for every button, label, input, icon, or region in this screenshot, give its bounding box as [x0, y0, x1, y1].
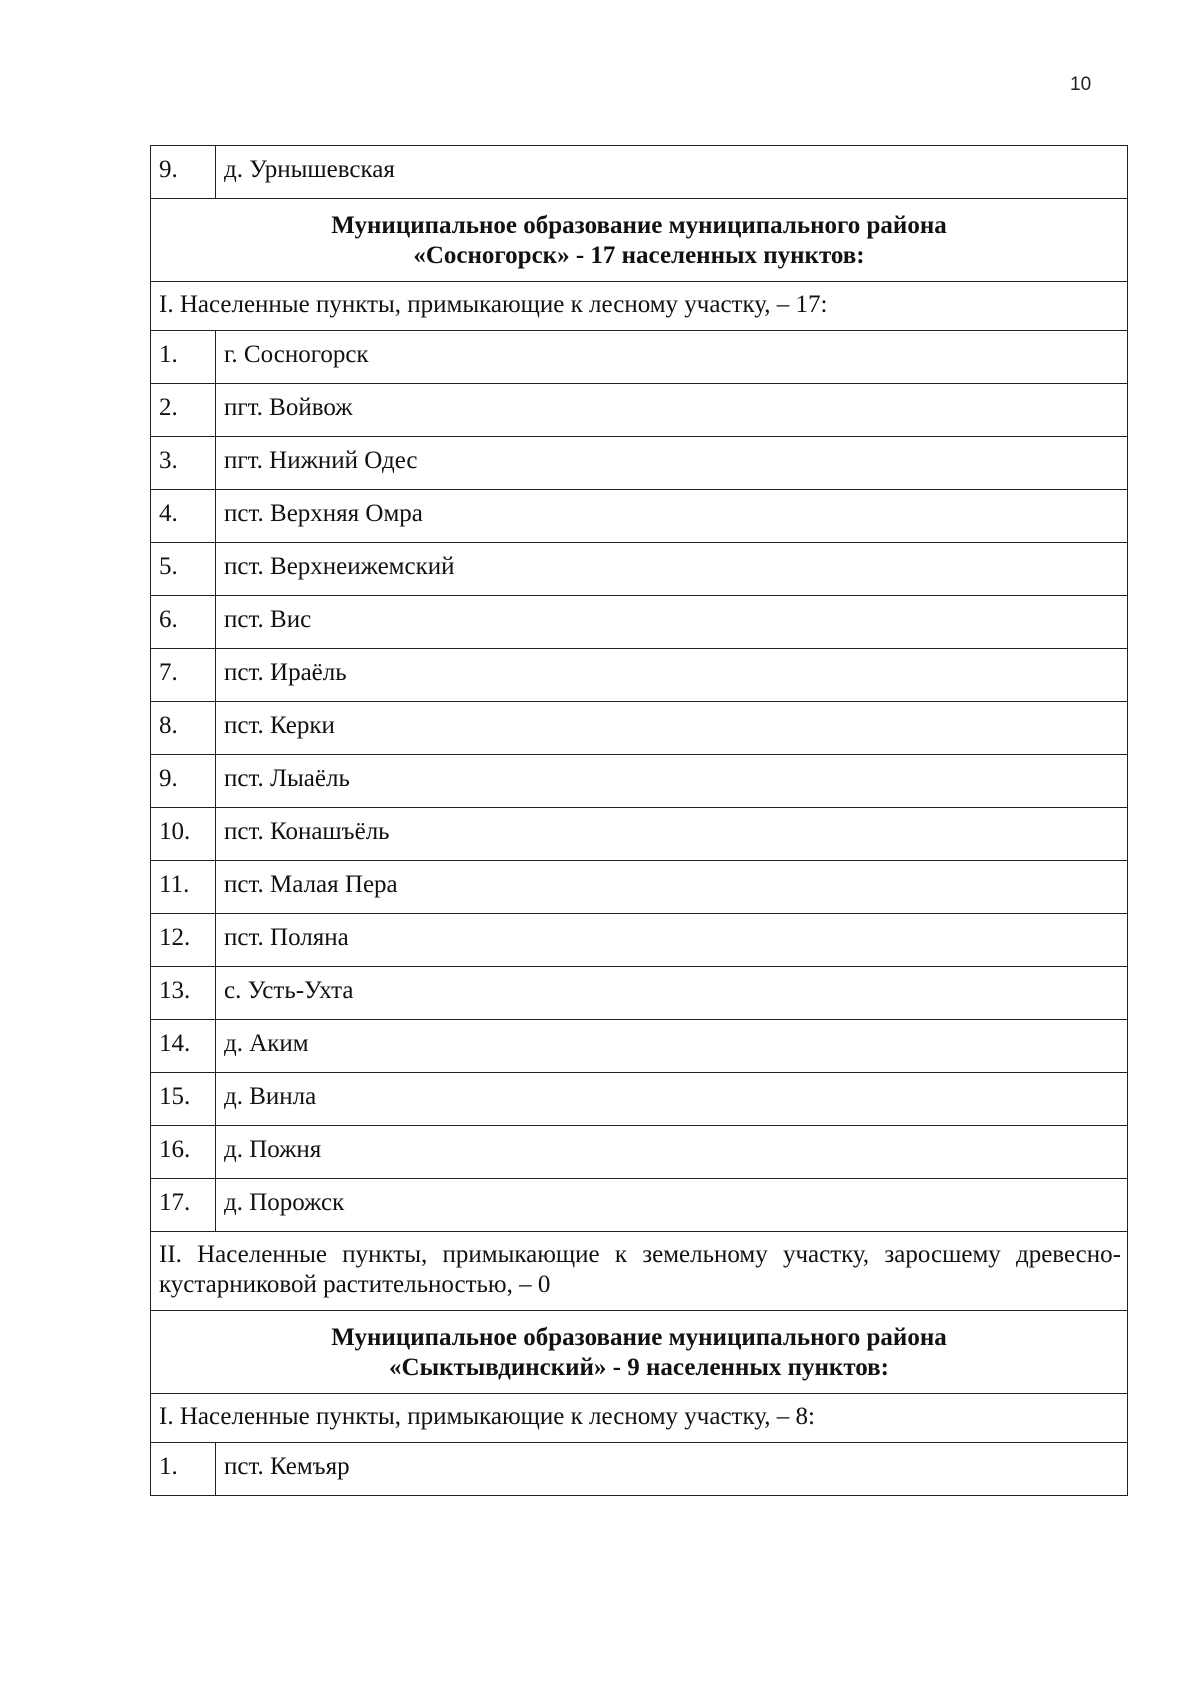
table-row — [151, 649, 1128, 702]
row-number: 2. — [151, 384, 216, 437]
row-number: 12. — [151, 914, 216, 967]
settlement-name: пгт. Войвож — [216, 384, 1128, 437]
row-number: 11. — [151, 861, 216, 914]
settlement-name: д. Порожск — [216, 1179, 1128, 1232]
settlement-name: д. Аким — [216, 1020, 1128, 1073]
municipality-header-line: «Сыктывдинский» - 9 населенных пунктов: — [389, 1354, 889, 1381]
row-number: 8. — [151, 702, 216, 755]
table-row — [151, 702, 1128, 755]
table-row — [151, 490, 1128, 543]
page-number: 10 — [1070, 74, 1092, 95]
settlement-name: пст. Малая Пера — [216, 861, 1128, 914]
row-number: 6. — [151, 596, 216, 649]
row-number: 16. — [151, 1126, 216, 1179]
settlement-name: д. Винла — [216, 1073, 1128, 1126]
row-number: 1. — [151, 331, 216, 384]
table-row — [151, 914, 1128, 967]
row-number: 15. — [151, 1073, 216, 1126]
municipality-header-syktyvdinsky — [151, 1311, 1128, 1394]
table-row — [151, 1126, 1128, 1179]
table-row — [151, 384, 1128, 437]
settlement-name: пст. Верхняя Омра — [216, 490, 1128, 543]
section-row — [151, 1394, 1128, 1443]
row-number: 9. — [151, 146, 216, 199]
table-row — [151, 1020, 1128, 1073]
settlement-name: с. Усть-Ухта — [216, 967, 1128, 1020]
settlement-name: пст. Лыаёль — [216, 755, 1128, 808]
settlement-name: пст. Поляна — [216, 914, 1128, 967]
municipality-header-line: Муниципальное образование муниципального района — [331, 212, 947, 239]
table-row — [151, 331, 1128, 384]
settlement-name: пст. Кемъяр — [216, 1443, 1128, 1496]
settlement-name: пст. Ираёль — [216, 649, 1128, 702]
table-row — [151, 146, 1128, 199]
row-number: 5. — [151, 543, 216, 596]
table-row — [151, 596, 1128, 649]
row-number: 3. — [151, 437, 216, 490]
section-heading: I. Населенные пункты, примыкающие к лесному участку, – 8: — [151, 1394, 1128, 1443]
settlement-name: пст. Верхнеижемский — [216, 543, 1128, 596]
table-row — [151, 755, 1128, 808]
table-row — [151, 1073, 1128, 1126]
row-number: 1. — [151, 1443, 216, 1496]
section-heading: I. Населенные пункты, примыкающие к лесному участку, – 17: — [151, 282, 1128, 331]
sosnogorsk-settlement-list — [151, 331, 1128, 1232]
settlement-name: г. Сосногорск — [216, 331, 1128, 384]
section-row — [151, 1232, 1128, 1311]
settlement-name: пст. Конашъёль — [216, 808, 1128, 861]
settlement-name: пст. Керки — [216, 702, 1128, 755]
municipality-header-sosnogorsk — [151, 199, 1128, 282]
settlement-name: пст. Вис — [216, 596, 1128, 649]
table-row — [151, 437, 1128, 490]
municipality-header-row — [151, 199, 1128, 282]
row-number: 13. — [151, 967, 216, 1020]
table-row — [151, 861, 1128, 914]
settlement-name: д. Пожня — [216, 1126, 1128, 1179]
row-number: 17. — [151, 1179, 216, 1232]
municipality-header-row — [151, 1311, 1128, 1394]
section-heading: II. Населенные пункты, примыкающие к земельному участку, заросшему древесно-кустарниковой растительностью, – 0 — [151, 1232, 1128, 1311]
table-row — [151, 1443, 1128, 1496]
section-row — [151, 282, 1128, 331]
table-row — [151, 543, 1128, 596]
table-row — [151, 967, 1128, 1020]
row-number: 4. — [151, 490, 216, 543]
settlements-table — [150, 145, 1128, 1496]
table-row — [151, 808, 1128, 861]
municipality-header-line: Муниципальное образование муниципального района — [331, 1324, 947, 1351]
settlement-name: пгт. Нижний Одес — [216, 437, 1128, 490]
row-number: 7. — [151, 649, 216, 702]
row-number: 9. — [151, 755, 216, 808]
table-row — [151, 1179, 1128, 1232]
settlement-name: д. Урнышевская — [216, 146, 1128, 199]
municipality-header-line: «Сосногорск» - 17 населенных пунктов: — [413, 242, 865, 269]
syktyvdinsky-settlement-list — [151, 1443, 1128, 1496]
row-number: 14. — [151, 1020, 216, 1073]
row-number: 10. — [151, 808, 216, 861]
